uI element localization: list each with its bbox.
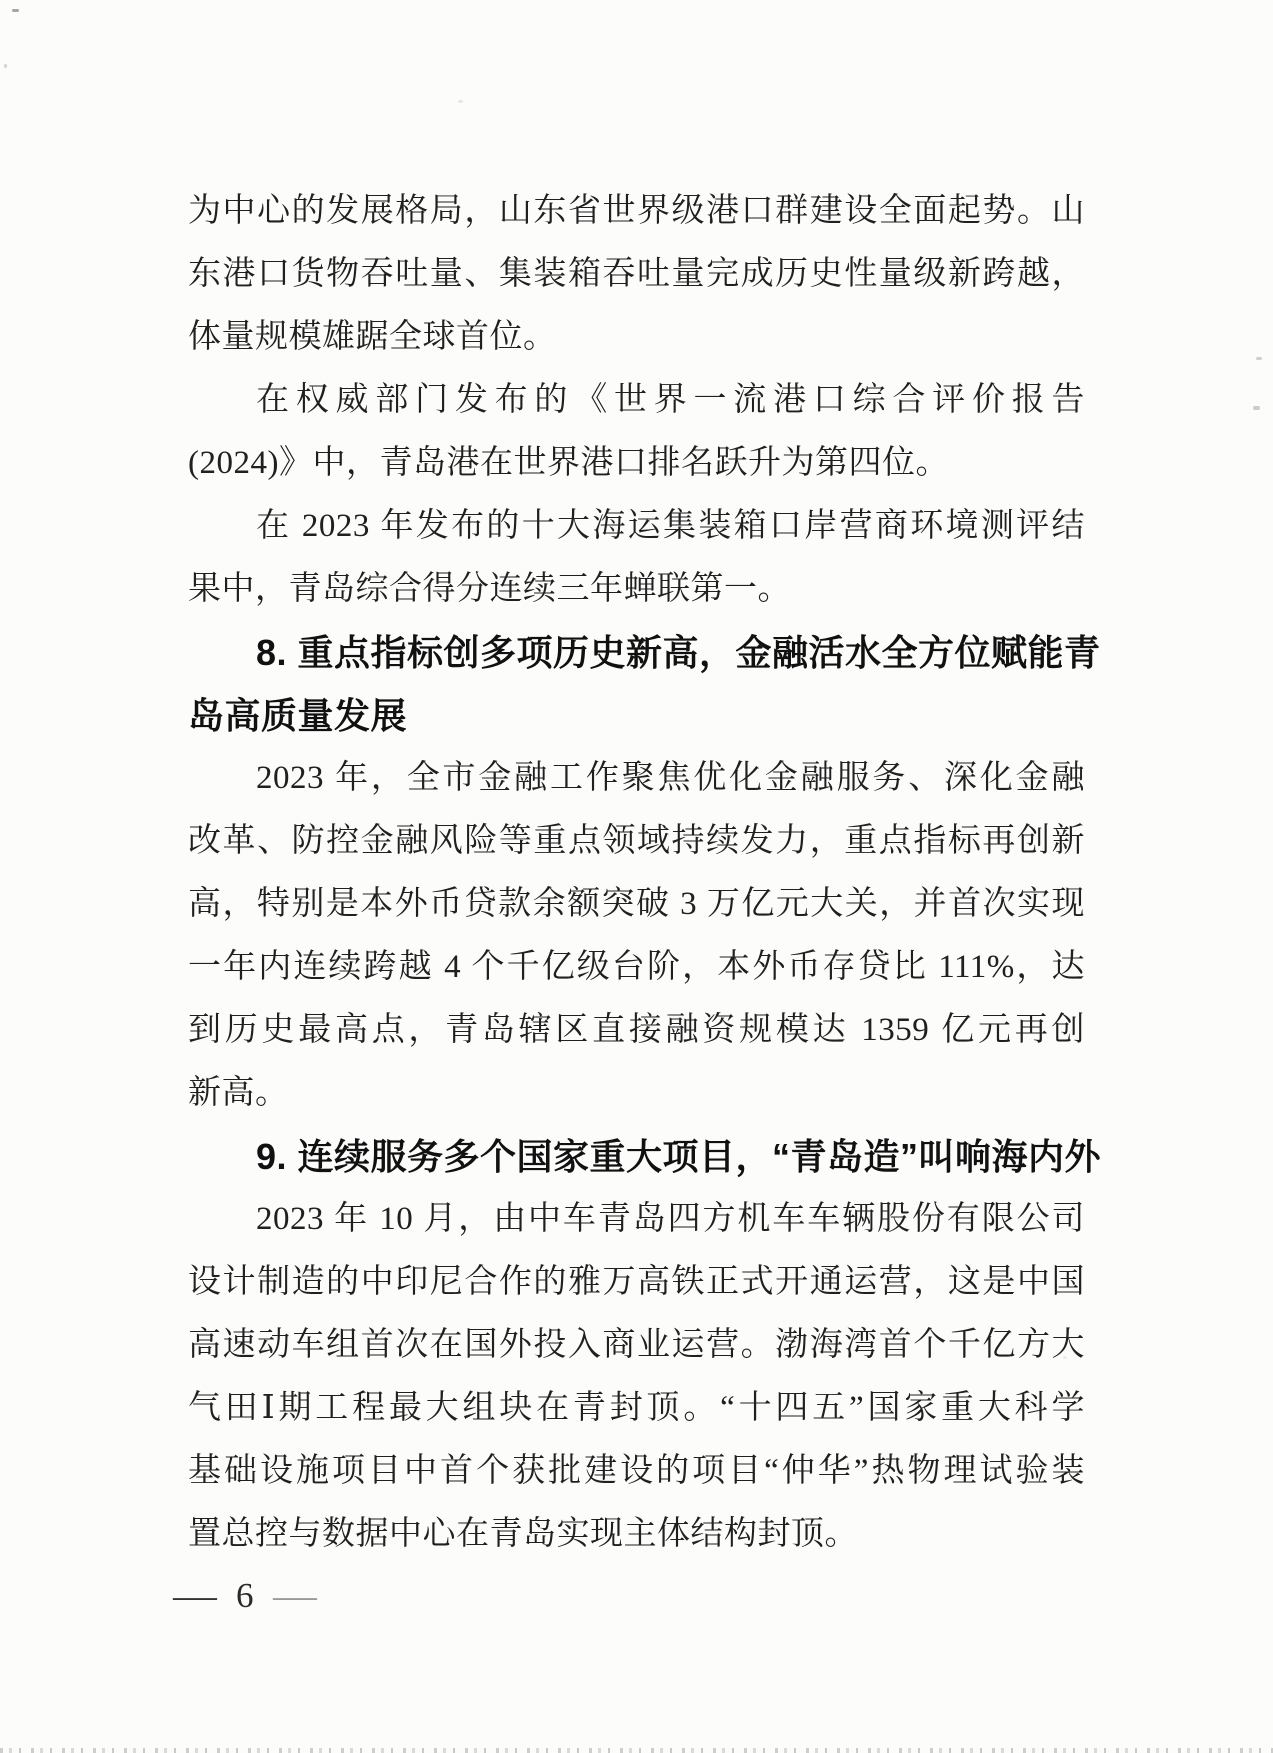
scan-artifact-dot xyxy=(1253,406,1260,410)
footer-dash-right-icon: — xyxy=(272,1575,317,1617)
heading-line: 9. 连续服务多个国家重大项目，“青岛造”叫响海内外 xyxy=(256,1136,1102,1177)
footer-dash-left-icon: — xyxy=(173,1575,217,1617)
text-line: 2023 年 10 月，由中车青岛四方机车车辆股份有限公司 xyxy=(256,1201,1085,1237)
text-line: 2023 年，全市金融工作聚焦优化金融服务、深化金融 xyxy=(256,760,1085,796)
text-line: 一年内连续跨越 4 个千亿级台阶，本外币存贷比 111%，达 xyxy=(188,949,1085,985)
text-line: 在 2023 年发布的十大海运集装箱口岸营商环境测评结 xyxy=(256,508,1085,544)
scan-artifact-dot xyxy=(1063,1356,1067,1359)
text-line: 置总控与数据中心在青岛实现主体结构封顶。 xyxy=(188,1516,858,1552)
page-footer xyxy=(173,1568,317,1624)
text-line: (2024)》中，青岛港在世界港口排名跃升为第四位。 xyxy=(188,445,949,481)
heading-line: 8. 重点指标创多项历史新高，金融活水全方位赋能青 xyxy=(256,632,1101,673)
scan-artifact-dot xyxy=(1256,357,1262,360)
scan-artifact-dot xyxy=(12,9,19,12)
text-line: 高，特别是本外币贷款余额突破 3 万亿元大关，并首次实现 xyxy=(188,886,1085,922)
text-line: 新高。 xyxy=(188,1075,289,1111)
scan-artifact-dot xyxy=(4,64,7,68)
document-body xyxy=(188,180,1102,1566)
page-number: 6 xyxy=(236,1576,254,1615)
text-line: 在权威部门发布的《世界一流港口综合评价报告 xyxy=(256,382,1085,418)
text-line: 为中心的发展格局，山东省世界级港口群建设全面起势。山 xyxy=(188,193,1085,229)
heading-line: 岛高质量发展 xyxy=(188,695,408,736)
text-line: 到历史最高点，青岛辖区直接融资规模达 1359 亿元再创 xyxy=(188,1012,1086,1048)
scan-edge-noise xyxy=(0,1748,1273,1753)
text-line: 高速动车组首次在国外投入商业运营。渤海湾首个千亿方大 xyxy=(188,1327,1085,1363)
text-line: 基础设施项目中首个获批建设的项目“仲华”热物理试验装 xyxy=(188,1453,1085,1489)
text-line: 气田Ⅰ期工程最大组块在青封顶。“十四五”国家重大科学 xyxy=(188,1390,1085,1426)
text-line: 设计制造的中印尼合作的雅万高铁正式开通运营，这是中国 xyxy=(188,1264,1085,1300)
text-line: 东港口货物吞吐量、集装箱吞吐量完成历史性量级新跨越， xyxy=(188,256,1085,292)
text-line: 改革、防控金融风险等重点领域持续发力，重点指标再创新 xyxy=(188,823,1085,859)
text-line: 果中，青岛综合得分连续三年蝉联第一。 xyxy=(188,571,791,607)
text-line: 体量规模雄踞全球首位。 xyxy=(188,319,557,355)
scan-artifact-dot xyxy=(458,100,463,103)
